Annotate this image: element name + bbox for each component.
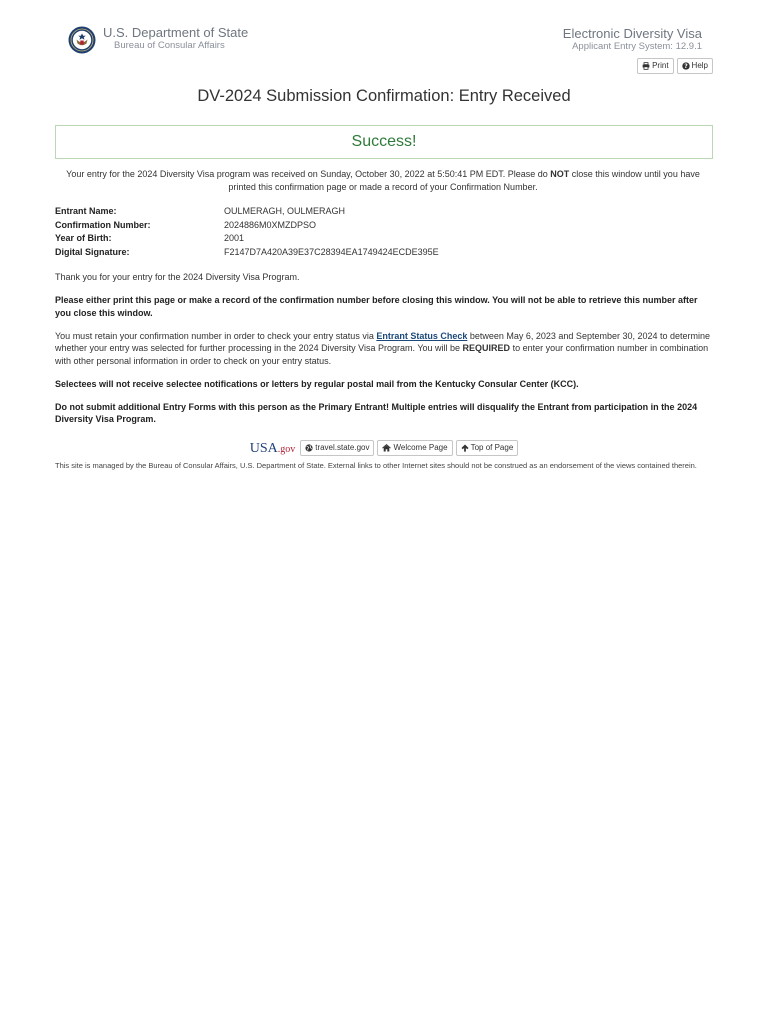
selectees-paragraph: Selectees will not receive selectee notifications or letters by regular postal mail from the Kentucky Consular Center (KCC). [55,378,579,389]
state-department-seal-icon [68,26,96,54]
entrant-name-row [55,205,711,219]
application-branding [563,26,702,53]
print-button[interactable] [637,58,673,74]
top-of-page-button[interactable] [456,440,519,456]
entrant-name-label: Entrant Name: [55,206,117,216]
digital-signature-label: Digital Signature: [55,246,130,257]
department-branding [103,25,248,52]
submission-notice-text-end: close this window until you have printed this confirmation page or made a record of your Confirmation Number. [228,169,700,192]
year-of-birth-row [55,232,711,246]
digital-signature-row [55,246,711,260]
entrant-name-value: OULMERAGH, OULMERAGH [224,206,346,216]
question-circle-icon [682,62,690,70]
retain-text-start: You must retain your confirmation number in order to check your entry status via [55,330,377,341]
not-emphasis: NOT [550,169,570,179]
digital-signature-value: F2147D7A420A39E37C28394EA1749424ECDE395E [224,246,439,257]
confirmation-number-row [55,219,711,233]
department-name: U.S. Department of State [103,25,249,40]
application-name: Electronic Diversity Visa [562,26,702,41]
instructions [55,271,711,436]
footer-disclaimer: This site is managed by the Bureau of Consular Affairs, U.S. Department of State. External links to other Internet sites should not be construed as an endorsement of the views contained therein. [55,461,697,470]
entry-info-table [55,205,711,259]
top-of-page-label: Top of Page [470,443,514,452]
success-message: Success! [351,133,417,150]
submission-notice-text: Your entry for the 2024 Diversity Visa program was received on Sunday, October 30, 2022 at 5:50:41 PM EDT. Please do [66,169,551,179]
page-title: DV-2024 Submission Confirmation: Entry Received [197,87,571,105]
entrant-status-check-link[interactable]: Entrant Status Check [376,330,468,341]
confirmation-number-value: 2024886M0XMZDPSO [224,219,317,230]
retain-text-middle: between May 6, 2023 and September 30, 2024 to determine whether your entry was selected for further processing in the 2024 Diversity Visa Program. You will be [55,330,711,353]
printer-icon [642,62,650,70]
multiple-entries-warning: Do not submit additional Entry Forms with this person as the Primary Entrant! Multiple entries will disqualify the Entrant from participation in the 2024 Diversity Visa Program. [55,401,698,424]
confirmation-number-label: Confirmation Number: [55,219,151,230]
svg-text:?: ? [683,63,688,70]
retain-number-paragraph [55,330,711,368]
submission-notice [55,168,711,193]
footer-links [0,440,768,456]
help-button-label: Help [691,61,708,70]
arrow-up-icon [461,444,469,452]
globe-icon [305,444,313,452]
success-banner [55,125,713,159]
welcome-page-label: Welcome Page [393,443,448,452]
usagov-logo-link[interactable] [250,440,296,456]
help-button[interactable] [677,58,713,74]
welcome-page-button[interactable] [377,440,452,456]
travel-state-gov-label: travel.state.gov [315,443,370,452]
print-warning-paragraph: Please either print this page or make a record of the confirmation number before closing this window. You will not be able to retrieve this number after you close this window. [55,295,698,318]
travel-state-gov-button[interactable] [300,440,374,456]
year-of-birth-value: 2001 [224,233,245,243]
thanks-paragraph: Thank you for your entry for the 2024 Diversity Visa Program. [55,272,300,282]
year-of-birth-label: Year of Birth: [55,233,112,243]
site-header [0,0,768,78]
print-button-label: Print [652,61,669,70]
required-emphasis: REQUIRED [462,343,511,353]
header-toolbar [637,58,713,74]
retain-text-end: to enter your confirmation number in combination with other personal information in order to check on your entry status. [55,343,709,366]
bureau-name: Bureau of Consular Affairs [114,40,225,51]
home-icon [382,444,391,452]
application-version: Applicant Entry System: 12.9.1 [572,41,702,52]
usagov-logo-gov: .gov [277,444,296,455]
usagov-logo-usa: USA [249,441,278,456]
